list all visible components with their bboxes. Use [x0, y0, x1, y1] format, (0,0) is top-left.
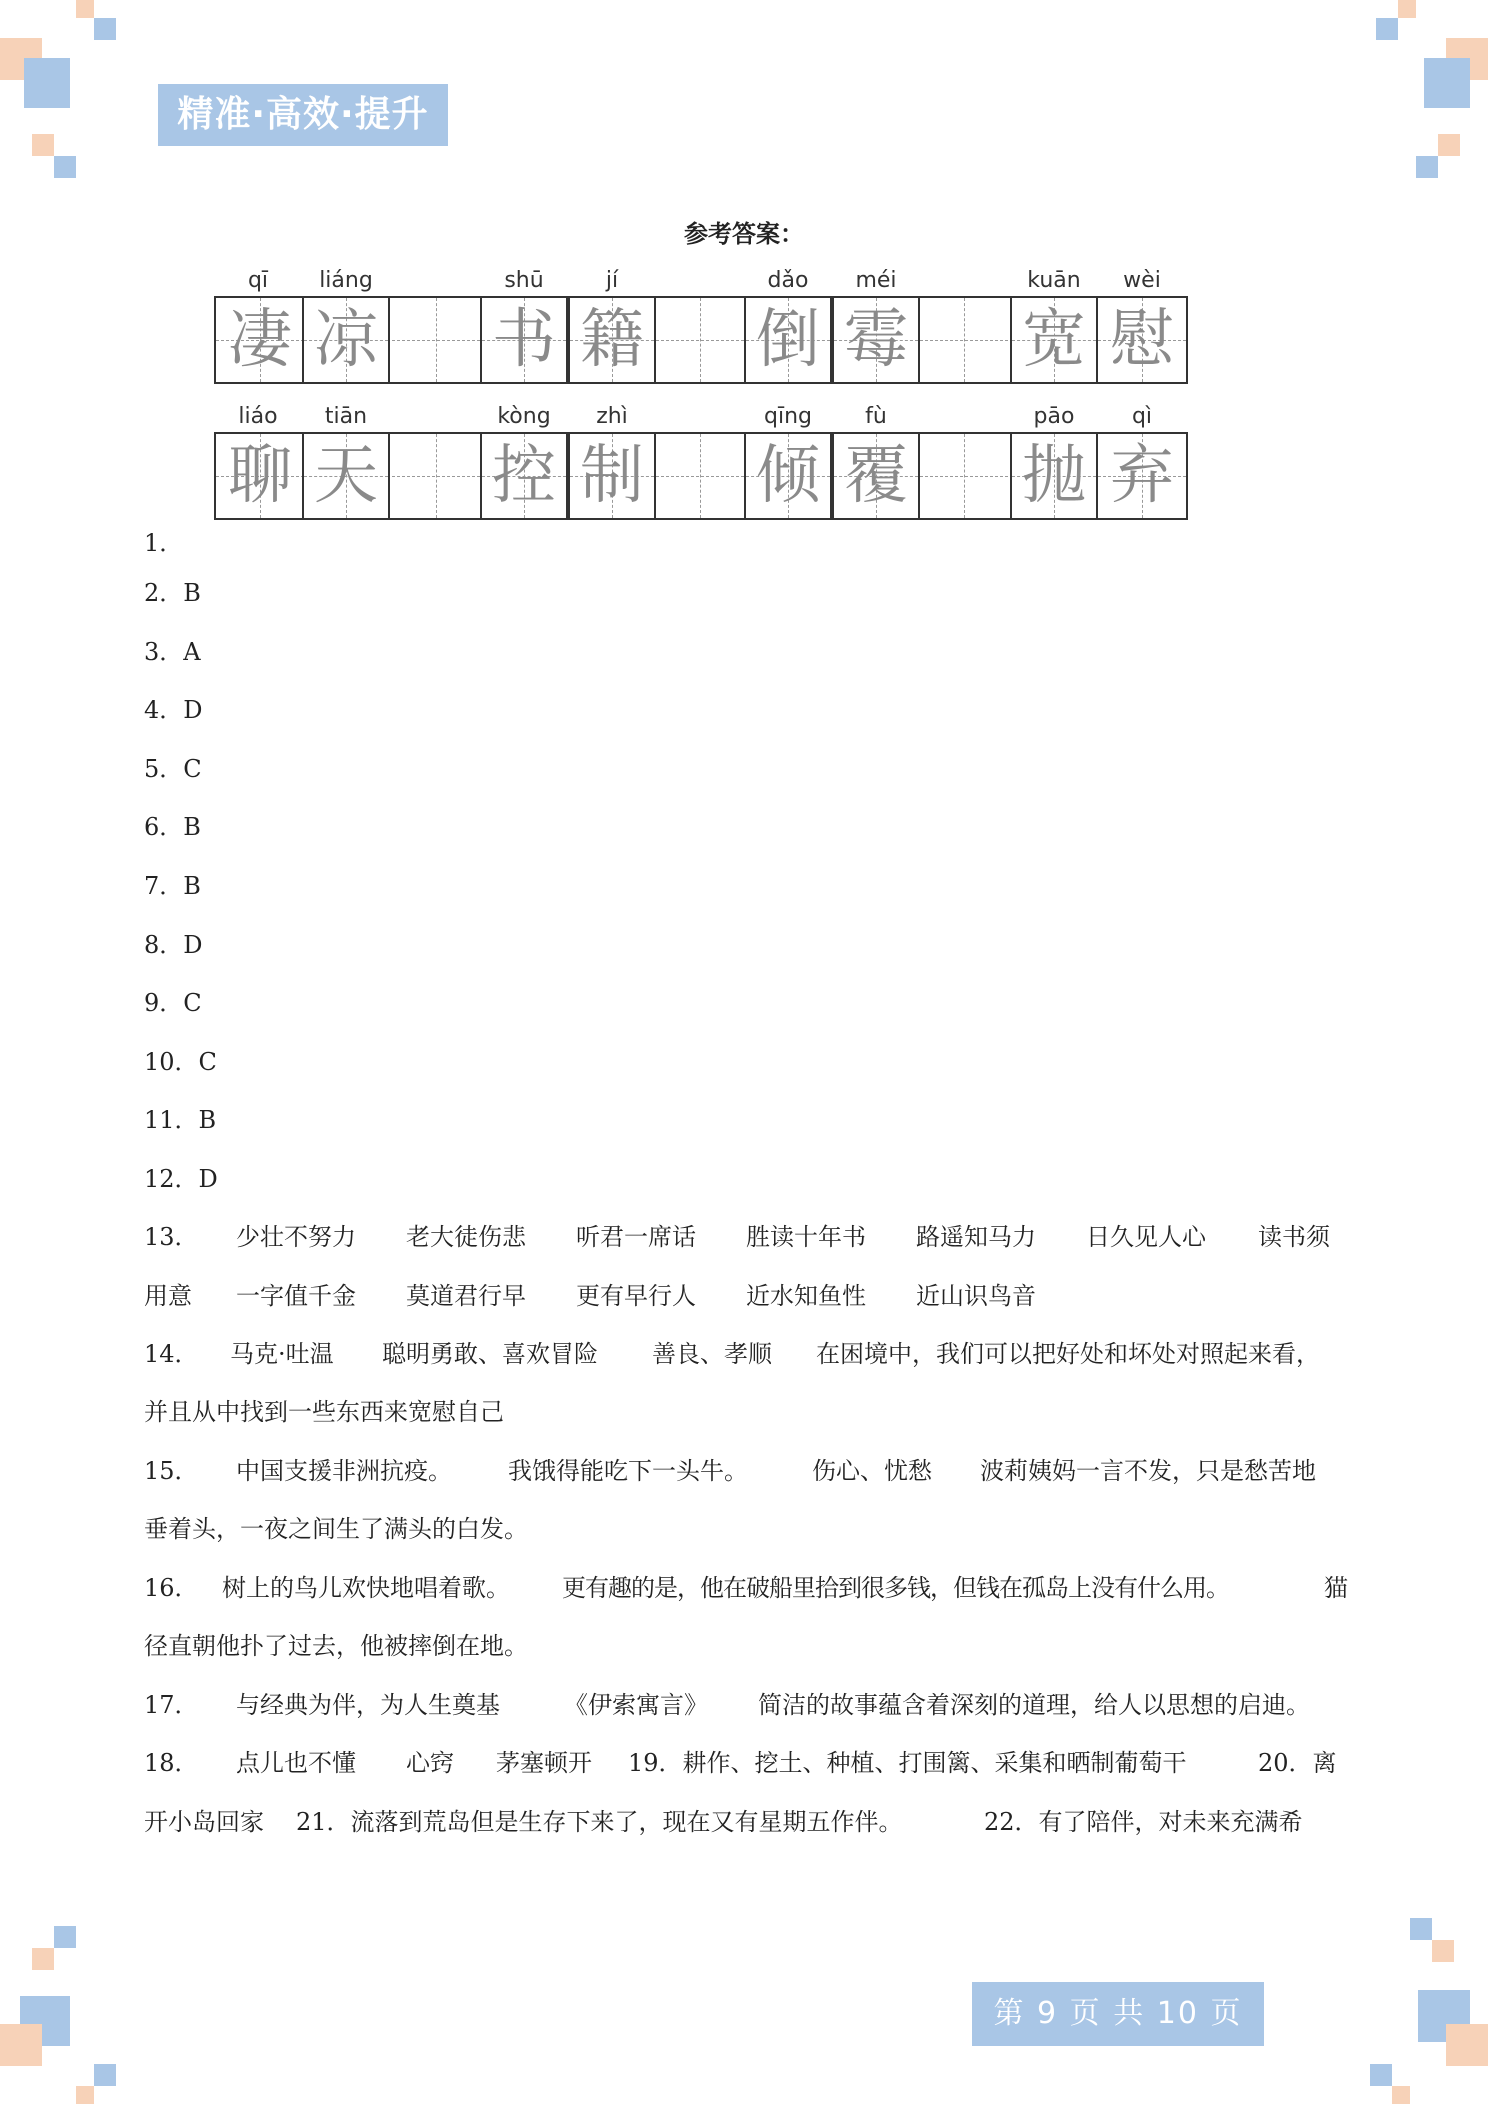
- answer-fragment: 读书须: [1258, 1223, 1330, 1251]
- pinyin-grid-row-2: [214, 402, 1188, 526]
- answer-fragment: 19．耕作、挖土、种植、打围篱、采集和晒制葡萄干: [628, 1749, 1187, 1777]
- answer-fragment: 猫: [1324, 1574, 1348, 1602]
- pinyin: shū: [504, 268, 544, 293]
- answer-fragment: 路遥知马力: [916, 1223, 1036, 1251]
- answer-fragment: 胜读十年书: [746, 1223, 866, 1251]
- answer-8: 8．D: [144, 931, 203, 959]
- answer-fragment: 马克·吐温: [230, 1340, 334, 1368]
- hanzi: 弃: [1110, 439, 1174, 513]
- hanzi: 制: [580, 439, 644, 513]
- answer-14-line-2: 并且从中找到一些东西来宽慰自己: [144, 1398, 504, 1426]
- hanzi: 籍: [580, 303, 644, 377]
- answer-fragment: 树上的鸟儿欢快地唱着歌。: [222, 1574, 510, 1602]
- answer-17-number: 17．: [144, 1691, 199, 1719]
- answer-16-line-2: 径直朝他扑了过去，他被摔倒在地。: [144, 1632, 528, 1660]
- answer-fragment: 茅塞顿开: [496, 1749, 592, 1777]
- hanzi: 宽: [1022, 303, 1086, 377]
- pinyin: kuān: [1027, 268, 1081, 293]
- pinyin: qīng: [764, 404, 812, 429]
- answer-fragment: 善良、孝顺: [652, 1340, 772, 1368]
- answer-fragment: 日久见人心: [1086, 1223, 1206, 1251]
- hanzi: 书: [492, 303, 556, 377]
- answer-18-number: 18．: [144, 1749, 199, 1777]
- answer-fragment: 波莉姨妈一言不发，只是愁苦地: [980, 1457, 1316, 1485]
- answer-fragment: 听君一席话: [576, 1223, 696, 1251]
- hanzi: 覆: [844, 439, 908, 513]
- pinyin: wèi: [1123, 268, 1161, 293]
- answer-10: 10．C: [144, 1048, 217, 1076]
- answer-fragment: 心窍: [406, 1749, 454, 1777]
- hanzi: 聊: [228, 439, 292, 513]
- answer-fragment: 《伊索寓言》: [564, 1691, 708, 1719]
- answer-15-line-2: 垂着头，一夜之间生了满头的白发。: [144, 1515, 528, 1543]
- hanzi: 天: [314, 439, 378, 513]
- pinyin: fù: [865, 404, 887, 429]
- pinyin: qī: [247, 268, 269, 293]
- hanzi: 霉: [844, 303, 908, 377]
- page-number-footer: 第 9 页 共 10 页: [972, 1982, 1264, 2046]
- answer-fragment: 近山识鸟音: [916, 1282, 1036, 1310]
- pinyin: zhì: [596, 404, 628, 429]
- pinyin-grid-row-1: [214, 266, 1188, 390]
- hanzi: 倾: [756, 439, 820, 513]
- answer-1: 1．: [144, 529, 184, 557]
- answer-fragment: 与经典为伴，为人生奠基: [236, 1691, 500, 1719]
- pinyin: dǎo: [767, 268, 809, 293]
- answer-fragment: 近水知鱼性: [746, 1282, 866, 1310]
- pinyin: tiān: [324, 404, 368, 429]
- answer-3: 3．A: [144, 638, 201, 666]
- answer-fragment: 在困境中，我们可以把好处和坏处对照起来看，: [816, 1340, 1320, 1368]
- page-title: 参考答案：: [684, 219, 804, 248]
- pinyin: méi: [855, 268, 897, 293]
- answer-fragment: 更有趣的是，他在破船里拾到很多钱，但钱在孤岛上没有什么用。: [562, 1574, 1229, 1602]
- pinyin: kòng: [497, 404, 551, 429]
- answer-fragment: 开小岛回家: [144, 1808, 264, 1836]
- brand-banner: 精准·高效·提升: [158, 84, 448, 146]
- pinyin: qì: [1131, 404, 1153, 429]
- answer-7: 7．B: [144, 872, 201, 900]
- answer-fragment: 更有早行人: [576, 1282, 696, 1310]
- character-box-row: [214, 296, 1188, 384]
- answer-11: 11．B: [144, 1106, 217, 1134]
- pinyin: pāo: [1033, 404, 1075, 429]
- answer-12: 12．D: [144, 1165, 218, 1193]
- answer-fragment: 用意: [144, 1282, 192, 1310]
- answer-fragment: 点儿也不懂: [236, 1749, 356, 1777]
- answer-2: 2．B: [144, 579, 201, 607]
- answer-fragment: 莫道君行早: [406, 1282, 526, 1310]
- character-box-row: [214, 432, 1188, 520]
- answer-5: 5．C: [144, 755, 202, 783]
- hanzi: 控: [492, 439, 556, 513]
- hanzi: 凉: [314, 303, 378, 377]
- answer-fragment: 简洁的故事蕴含着深刻的道理，给人以思想的启迪。: [758, 1691, 1310, 1719]
- answer-4: 4．D: [144, 696, 203, 724]
- hanzi: 凄: [228, 303, 292, 377]
- answer-fragment: 20．离: [1258, 1749, 1337, 1777]
- answer-fragment: 聪明勇敢、喜欢冒险: [382, 1340, 598, 1368]
- answer-fragment: 22．有了陪伴，对未来充满希: [984, 1808, 1303, 1836]
- answer-16-number: 16．: [144, 1574, 199, 1602]
- pinyin: liáo: [238, 404, 278, 429]
- answer-fragment: 21．流落到荒岛但是生存下来了，现在又有星期五作伴。: [296, 1808, 903, 1836]
- answer-fragment: 中国支援非洲抗疫。: [236, 1457, 452, 1485]
- hanzi: 抛: [1022, 439, 1086, 513]
- answer-fragment: 一字值千金: [236, 1282, 356, 1310]
- answer-6: 6．B: [144, 813, 201, 841]
- answer-15-number: 15．: [144, 1457, 199, 1485]
- answer-14-number: 14．: [144, 1340, 199, 1368]
- answer-fragment: 少壮不努力: [236, 1223, 356, 1251]
- hanzi: 倒: [756, 303, 820, 377]
- hanzi: 慰: [1110, 303, 1174, 377]
- answer-9: 9．C: [144, 989, 202, 1017]
- answer-13-number: 13．: [144, 1223, 199, 1251]
- pinyin: jí: [605, 268, 619, 293]
- pinyin: liáng: [319, 268, 373, 293]
- answer-fragment: 伤心、忧愁: [812, 1457, 932, 1485]
- answer-fragment: 我饿得能吃下一头牛。: [508, 1457, 748, 1485]
- answer-fragment: 老大徒伤悲: [406, 1223, 526, 1251]
